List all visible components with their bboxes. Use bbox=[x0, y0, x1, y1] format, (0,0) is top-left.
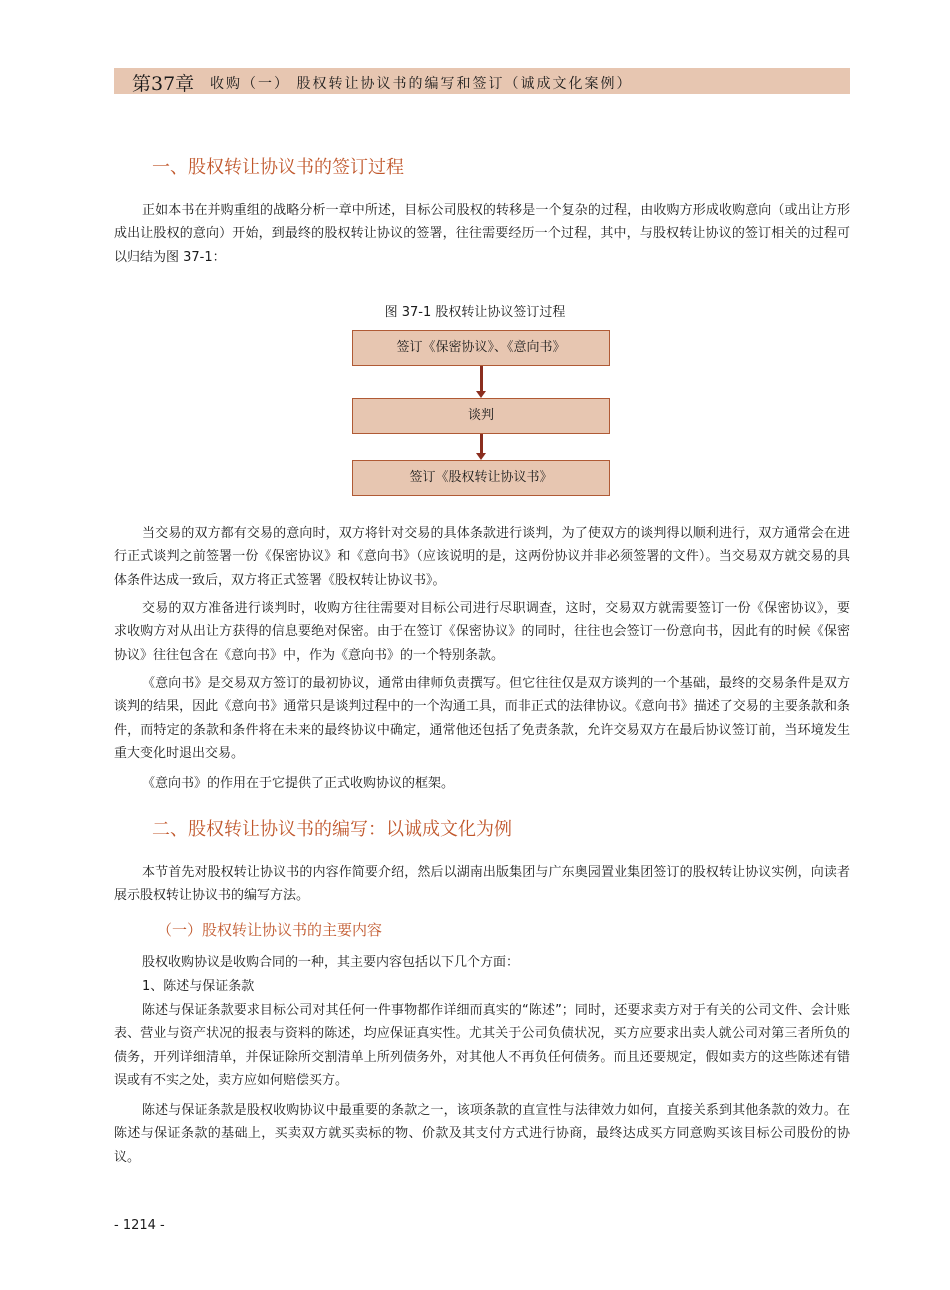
flow-arrow-head-2 bbox=[476, 453, 486, 460]
item-1-paragraph-2: 陈述与保证条款是股权收购协议中最重要的条款之一，该项条款的直宣性与法律效力如何，直接关系到其他条款的效力。在陈述与保证条款的基础上，买卖双方就买卖标的物、价款及其支付方式进行协商，最终达成买方同意购买该目标公司股份的协议。 bbox=[114, 1103, 850, 1165]
subsection-heading-main-contents: （一）股权转让协议书的主要内容 bbox=[157, 921, 383, 939]
flow-arrow-2 bbox=[480, 434, 483, 454]
section1-paragraph-2: 交易的双方准备进行谈判时，收购方往往需要对目标公司进行尽职调查，这时，交易双方就需要签订一份《保密协议》，要求收购方对从出让方获得的信息要绝对保密。由于在签订《保密协议》的同时，往往也会签订一份意向书，因此有的时候《保密协议》往往包含在《意向书》中，作为《意向书》的一个特别条款。 bbox=[114, 601, 850, 663]
section1-paragraph-1: 当交易的双方都有交易的意向时，双方将针对交易的具体条款进行谈判，为了使双方的谈判得以顺利进行，双方通常会在进行正式谈判之前签署一份《保密协议》和《意向书》（应该说明的是，这两份协议并非必须签署的文件）。当交易双方就交易的具体条件达成一致后，双方将正式签署《股权转让协议书》。 bbox=[114, 526, 850, 588]
chapter-title: 收购（一） 股权转让协议书的编写和签订（诚成文化案例） bbox=[210, 76, 633, 92]
flow-step-sign-confidentiality: 签订《保密协议》、《意向书》 bbox=[352, 330, 610, 366]
flow-arrow-1 bbox=[480, 366, 483, 392]
flow-step-negotiation: 谈判 bbox=[352, 398, 610, 434]
section2-lead-paragraph: 股权收购协议是收购合同的一种，其主要内容包括以下几个方面： bbox=[142, 955, 520, 970]
flow-step-sign-transfer-agreement: 签订《股权转让协议书》 bbox=[352, 460, 610, 496]
flow-arrow-head-1 bbox=[476, 391, 486, 398]
section-heading-2: 二、股权转让协议书的编写：以诚成文化为例 bbox=[152, 819, 512, 840]
page-number: - 1214 - bbox=[114, 1218, 165, 1233]
item-1-title: 1、陈述与保证条款 bbox=[142, 979, 255, 994]
section1-paragraph-4: 《意向书》的作用在于它提供了正式收购协议的框架。 bbox=[142, 776, 455, 791]
section2-intro-paragraph: 本节首先对股权转让协议书的内容作简要介绍，然后以湖南出版集团与广东奥园置业集团签订的股权转让协议实例，向读者展示股权转让协议书的编写方法。 bbox=[114, 865, 850, 904]
figure-caption: 图 37-1 股权转让协议签订过程 bbox=[384, 305, 566, 320]
item-1-paragraph-1: 陈述与保证条款要求目标公司对其任何一件事物都作详细而真实的“陈述”；同时，还要求卖方对于有关的公司文件、会计账表、营业与资产状况的报表与资料的陈述，均应保证真实性。尤其关于公司负债状况，买方应要求出卖人就公司对第三者所负的债务，开列详细清单，并保证除所交割清单上所列债务外，对其他人不再负任何债务。而且还要规定，假如卖方的这些陈述有错误或有不实之处，卖方应如何赔偿买方。 bbox=[114, 1003, 850, 1089]
section1-paragraph-3: 《意向书》是交易双方签订的最初协议，通常由律师负责撰写。但它往往仅是双方谈判的一个基础，最终的交易条件是双方谈判的结果，因此《意向书》通常只是谈判过程中的一个沟通工具，而非正式的法律协议。《意向书》描述了交易的主要条款和条件，而特定的条款和条件将在未来的最终协议中确定，通常他还包括了免责条款，允许交易双方在最后协议签订前，当环境发生重大变化时退出交易。 bbox=[114, 676, 850, 762]
section-heading-1: 一、股权转让协议书的签订过程 bbox=[152, 157, 404, 178]
chapter-header-bar bbox=[114, 68, 850, 94]
section1-intro-paragraph: 正如本书在并购重组的战略分析一章中所述，目标公司股权的转移是一个复杂的过程，由收购方形成收购意向（或出让方形成出让股权的意向）开始，到最终的股权转让协议的签署，往往需要经历一个过程，其中，与股权转让协议的签订相关的过程可以归结为图 37-1： bbox=[114, 203, 850, 265]
chapter-number: 第37章 bbox=[132, 73, 195, 95]
